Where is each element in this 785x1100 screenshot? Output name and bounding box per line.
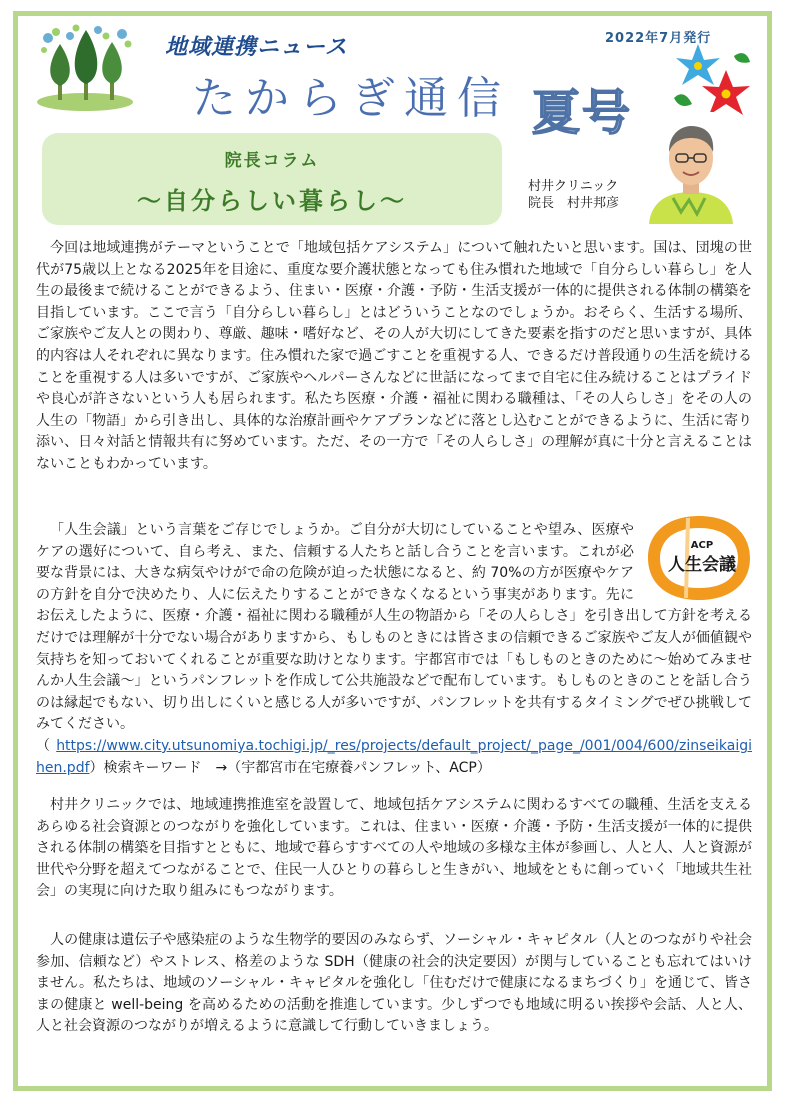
issue-date: 2022年7月発行 [605, 31, 712, 46]
author-photo [643, 112, 739, 224]
paren-open: （ [36, 737, 57, 754]
column-header-box [42, 133, 502, 225]
column-paragraph-2 [36, 520, 752, 779]
column-label: 院長コラム [224, 151, 320, 171]
column-paragraph-3: 村井クリニックでは、地域連携推進室を設置して、地域包括ケアシステムに関わるすべての職種、生活を支えるあらゆる社会資源とのつながりを強化しています。これは、住まい・医療・介護・予防・生活支援が一体的に提供される体制の構築を目指すとともに、地域で暮らすすべての人や地域の多様な主体が参画し、人と人、人と資源が世代や分野を超えてつながることで、住民一人ひとりの暮らしと生きがい、地域をともに創っていく「地域共生社会」の実現に向けた取り組みにもつながります。 [36, 797, 752, 900]
pamphlet-link[interactable]: https://www.city.utsunomiya.tochigi.jp/_res/projects/default_project/_page_/001/004/600/zinseikaigihen.pdf [36, 737, 752, 776]
hibiscus-flowers-illustration [670, 40, 752, 120]
trees-illustration [36, 22, 134, 114]
column-paragraph-4: 人の健康は遺伝子や感染症のような生物学的要因のみならず、ソーシャル・キャピタル（人とのつながりや社会参加、信頼など）やストレス、格差のような SDH（健康の社会的決定要因）が関与していることも忘れてはいけません。私たちは、地域のソーシャル・キャピタルを強化し「住むだけで健康になるまちづくり」を通じて、皆さまの健康と well-being を高めるための活動を推進しています。少しずつでも地域に明るい挨拶や会話、人と人、人と社会資源のつながりが増えるように意識して行動していきましょう。 [36, 932, 752, 1035]
acp-large-text: 人生会議 [668, 555, 736, 575]
season-label: 夏号 [532, 85, 633, 141]
column-paragraph-1: 今回は地域連携がテーマということで「地域包括ケアシステム」について触れたいと思います。国は、団塊の世代が75歳以上となる2025年を目途に、重度な要介護状態となっても住み慣れた地域で「自分らしい暮らし」を人生の最後まで続けることができるよう、住まい・医療・介護・予防・生活支援が一体的に提供される体制の構築を目指しています。ここで言う「自分らしい暮らし」とはどういうことなのでしょうか。おそらく、生活する場所、ご家族やご友人との関わり、尊厳、趣味・嗜好など、その人が大切にしてきた要素を指すのだと思いますが、具体的内容は人それぞれに異なります。住み慣れた家で過ごすことを重視する人、できるだけ普段通りの生活を続けることを重視する人は多いですが、ご家族やヘルパーさんなどに世話になってまで自宅に住み続けることはプライドや良心が許さないという人も居られます。私たち医療・介護・福祉に関わる職種は、「その人らしさ」をその人の人生の「物語」から引き出し、具体的な治療計画やケアプランなどに落とし込むことができるように、生活に寄り添い、日々対話と情報共有に努めています。ただ、その一方で「その人らしさ」の理解が真に十分と言えることはないこともわかっています。 [36, 240, 752, 472]
acp-logo [640, 512, 758, 604]
author-info [528, 178, 619, 212]
acp-small-text: ACP [690, 540, 714, 551]
newsletter-title: たからぎ通信 [192, 73, 510, 124]
author-name: 院長 村井邦彦 [528, 196, 620, 211]
author-clinic: 村井クリニック [528, 179, 619, 194]
column-title: ～自分らしい暮らし～ [137, 187, 407, 215]
paragraph-2-text: 「人生会議」という言葉をご存じでしょうか。ご自分が大切にしていることや望み、医療やケアの選好について、自ら考え、また、信頼する人たちと話し合うことを言います。これが必要な背景には、大きな病気やけがで命の危険が迫った状態になると、約 70%の方が医療やケアの方針を自分で決めたり、人に伝えたりすることができなくなるという事実があります。先にお伝えしたように、医療・介護・福祉に関わる職種が人生の物語から「その人らしさ」を引き出して方針を考えるだけでは理解が十分でない場合がありますから、もしものときには皆さまの信頼できるご家族やご友人が価値観や気持ちを知っておいてくれることが重要な助けとなります。宇都宮市では「もしものときのために～始めてみませんか人生会議～」というパンフレットを作成して公共施設などで配布しています。もしものときのことを話し合うのは縁起でもない、切り出しにくいと感じる人が多いですが、パンフレットを共有するタイミングでぜひ挑戦してみてください。 [36, 522, 752, 733]
newsletter-name: 地域連携ニュース [165, 35, 348, 60]
search-keyword-text: ）検索キーワード →（宇都宮市在宅療養パンフレット、ACP） [89, 759, 491, 776]
